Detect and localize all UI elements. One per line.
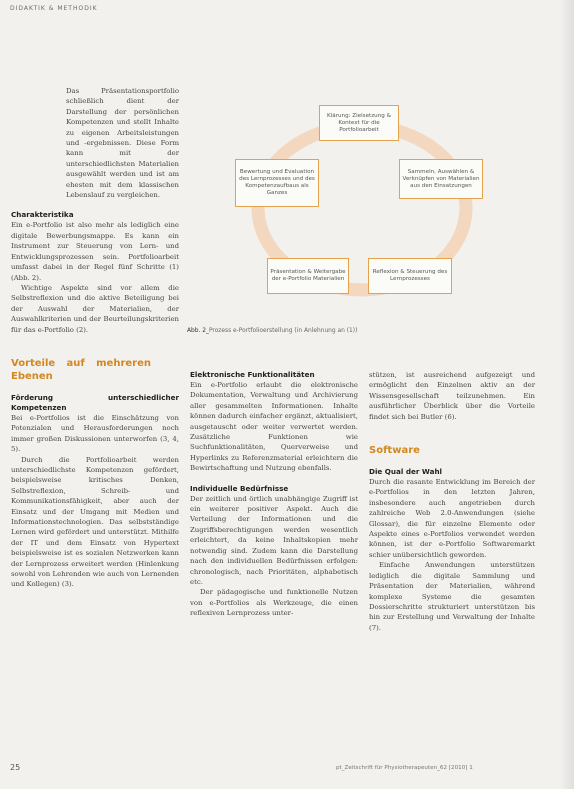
software-paragraph-1: Durch die rasante Entwicklung im Bereich der e-Portfolios in den letzten Jahren, insbesondere auch angetrieben durch zahlreiche Web 2.0-Anwendungen (siehe Glossar), die für einzelne Elemente oder Aspekte eines e-Portfolios verwendet werden können, ist der e-Portfolio Softwaremarkt schier unübersichtlich geworden. — [369, 478, 535, 559]
caption-text: Prozess e-Portfolioerstellung (in Anlehnung an (1)) — [208, 328, 358, 334]
process-step-3: Reflexion & Steuerung des Lernprozesses — [368, 258, 452, 294]
software-paragraph-2: Einfache Anwendungen unterstützen lediglich die digitale Sammlung und Präsentation der Materialien, während komplexe Systeme die gesamten Dossierschritte strukturiert unterstützen bis hin zur Erstellung und Verwaltung der Inhalte (7). — [369, 561, 535, 632]
process-step-4: Präsentation & Weitergabe der e-Portfolio Materialien — [267, 258, 349, 294]
heading-characteristics: Charakteristika — [11, 210, 74, 220]
competencies-paragraph-1: Bei e-Portfolios ist die Einschätzung von Potenzialen und Herausforderungen noch immer großen Diskussionen unterworfen (3, 4, 5). — [11, 413, 179, 454]
portfolio-process-diagram — [183, 100, 555, 322]
individual-paragraph-1: Der zeitlich und örtlich unabhängige Zugriff ist ein weiterer positiver Aspekt. Auch die Verteilung der Informationen und die Zugriffsberechtigungen werden wesentlich erleichtert, da keine Inhaltskopien mehr notwendig sind. Zudem kann die Darstellung nach den individuellen Bedürfnissen erfolgen: chronologisch, nach Prioritäten, alphabetisch etc. — [190, 494, 358, 586]
continued-paragraph: stützen, ist ausreichend aufgezeigt und ermöglicht den Einzelnen aktiv an der Wissensgesellschaft teilzunehmen. Ein ausführlicher Überblick über die Vorteile findet sich bei Butler (6). — [369, 371, 535, 421]
characteristics-paragraph-1: Ein e-Portfolio ist also mehr als lediglich eine digitale Bewerbungsmappe. Es kann ein Instrument zur Steuerung von Lern- und Entwicklungsprozessen sein. Portfolioarbeit umfasst dabei in der Regel fünf Schritte (1) (Abb. 2). — [11, 221, 179, 282]
page-edge-shadow — [560, 0, 574, 789]
left-column — [11, 86, 179, 590]
heading-competencies: Förderung unterschiedlicher Kompetenzen — [11, 392, 179, 412]
competencies-paragraph-2: Durch die Portfolioarbeit werden unterschiedlichste Kompetenzen gefördert, beispielsweise kritisches Denken, Selbstreflexion, Schreib- und Kommunikationsfähigkeit, aber auch der Einsatz und der Umgang mit Medien und Informationstechnologien. Das selbstständige Lernen wird gefördert und unterstützt. Mithilfe der IT und dem Einsatz von Hypertext beispielsweise ist es sozialen Netzwerken kann der Lernprozess erweitert werden (Hinlenkung sowohl von Lehrenden wie auch von Lernenden und Kollegen) (3). — [11, 455, 179, 589]
heading-software: Software — [369, 445, 420, 457]
figure-caption — [187, 328, 357, 334]
process-step-2: Sammeln, Auswählen & Verknüpfen von Materialien aus den Einsatzungen — [399, 159, 483, 199]
electronic-paragraph: Ein e-Portfolio erlaubt die elektronische Dokumentation, Verwaltung und Archivierung aller gesammelten Informationen. Inhalte können dadurch einfacher ergänzt, aktualisiert, ausgetauscht oder weiter verwertet werden. Zusätzliche Funktionen wie Suchfunktionalitäten, Querverweise und Hyperlinks zu Referenzmaterial erleichtern die Bewirtschaftung und Nutzung ebenfalls. — [190, 381, 358, 473]
individual-paragraph-2: Der pädagogische und funktionelle Nutzen von e-Portfolios als Werkzeuge, die einen reflexiven Lernprozess unter- — [190, 588, 358, 618]
process-step-1: Klärung: Zielsetzung & Kontext für die Portfolioarbeit — [319, 105, 399, 141]
characteristics-paragraph-2: Wichtige Aspekte sind vor allem die Selbstreflexion und die aktive Beteiligung bei der Auswahl der Materialien, der Auswahlkriterien und der Beurteilungskriterien für das e-Portfolio (2). — [11, 283, 179, 334]
page-number: 25 — [10, 763, 21, 772]
right-column — [369, 370, 535, 633]
heading-individual: Individuelle Bedürfnisse — [190, 483, 289, 493]
journal-footer: pt_Zeitschrift für Physiotherapeuten_62 [2010] 1 — [336, 765, 473, 771]
heading-electronic: Elektronische Funktionalitäten — [190, 370, 315, 379]
process-step-5: Bewertung und Evaluation des Lernprozesses und des Kompetenzaufbaus als Ganzes — [235, 159, 319, 207]
heading-choice: Die Qual der Wahl — [369, 467, 443, 477]
section-header: DIDAKTIK & METHODIK — [10, 5, 98, 12]
intro-paragraph: Das Präsentationsportfolio schließlich dient der Darstellung der persönlichen Kompetenzen und stellt Inhalte zu eigenen Arbeitsleistungen und -ergebnissen. Diese Form kann mit der unterschiedlichsten Materialien ausgewählt werden und ist am ehesten mit dem klassischen Lebenslauf zu vergleichen. — [66, 87, 179, 200]
middle-column — [190, 370, 358, 619]
caption-label: Abb. 2_ — [187, 328, 209, 334]
heading-benefits: Vorteile auf mehreren Ebenen — [11, 357, 151, 382]
